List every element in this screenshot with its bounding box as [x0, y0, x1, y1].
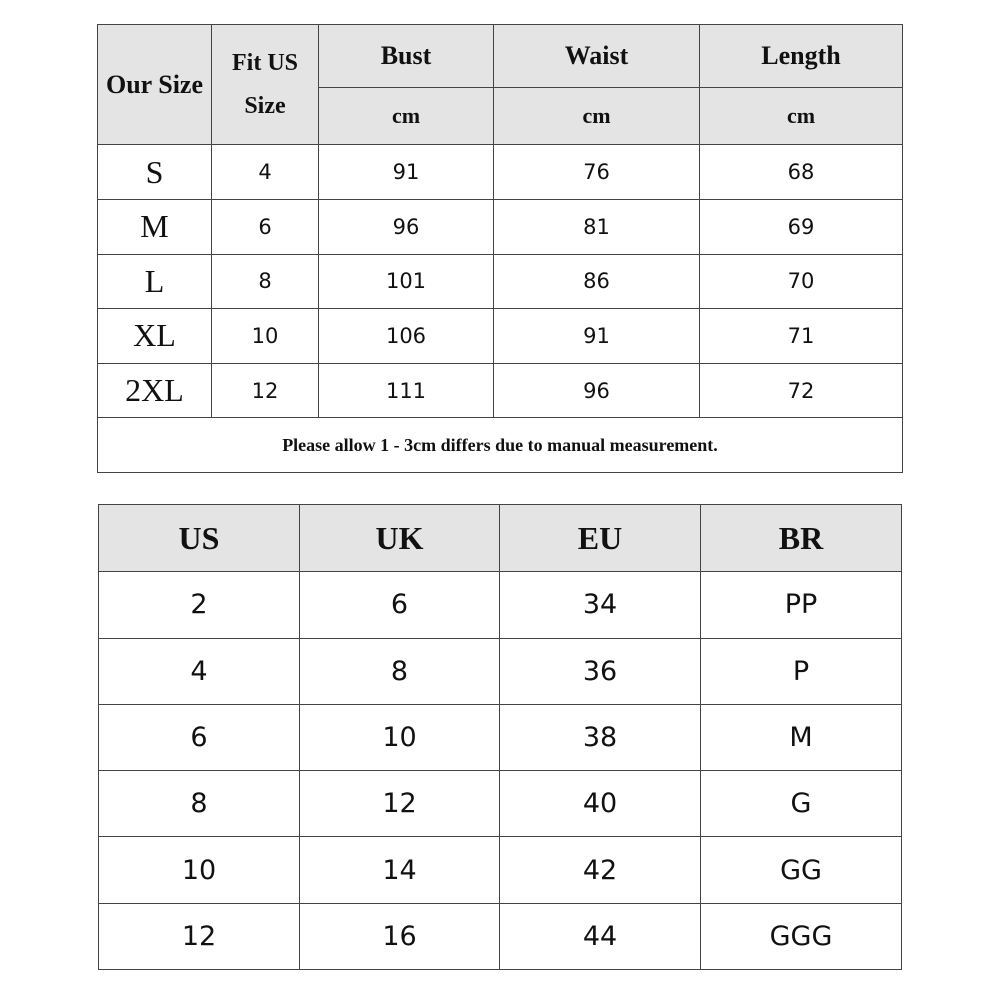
waist-value: 91	[494, 309, 700, 364]
conversion-header-row	[99, 505, 902, 572]
bust-value: 101	[319, 254, 494, 309]
length-value: 69	[700, 199, 903, 254]
waist-value: 96	[494, 363, 700, 418]
header-uk: UK	[300, 505, 500, 572]
bust-value: 106	[319, 309, 494, 364]
table-row	[99, 572, 902, 638]
table-row	[98, 199, 903, 254]
bust-value: 111	[319, 363, 494, 418]
eu-value: 44	[500, 903, 701, 969]
br-value: G	[701, 771, 902, 837]
table-row	[99, 704, 902, 770]
measurement-note: Please allow 1 - 3cm differs due to manual measurement.	[98, 418, 903, 473]
table-row	[98, 363, 903, 418]
fit-us-value: 4	[212, 145, 319, 200]
us-value: 6	[99, 704, 300, 770]
size-label: L	[98, 254, 212, 309]
us-value: 10	[99, 837, 300, 903]
fit-us-value: 8	[212, 254, 319, 309]
waist-value: 86	[494, 254, 700, 309]
size-label: M	[98, 199, 212, 254]
fit-us-value: 10	[212, 309, 319, 364]
header-waist: Waist	[494, 25, 700, 88]
table-row	[99, 771, 902, 837]
size-label: S	[98, 145, 212, 200]
unit-waist: cm	[494, 87, 700, 145]
header-us: US	[99, 505, 300, 572]
uk-value: 16	[300, 903, 500, 969]
eu-value: 34	[500, 572, 701, 638]
br-value: GGG	[701, 903, 902, 969]
header-fit-us-size: Fit US Size	[212, 25, 319, 145]
header-br: BR	[701, 505, 902, 572]
header-our-size: Our Size	[98, 25, 212, 145]
header-length: Length	[700, 25, 903, 88]
fit-us-value: 12	[212, 363, 319, 418]
br-value: GG	[701, 837, 902, 903]
size-measurement-table	[97, 24, 903, 473]
br-value: M	[701, 704, 902, 770]
size-label: 2XL	[98, 363, 212, 418]
uk-value: 10	[300, 704, 500, 770]
header-bust: Bust	[319, 25, 494, 88]
bust-value: 96	[319, 199, 494, 254]
length-value: 68	[700, 145, 903, 200]
uk-value: 6	[300, 572, 500, 638]
note-row	[98, 418, 903, 473]
us-value: 2	[99, 572, 300, 638]
size-label: XL	[98, 309, 212, 364]
br-value: P	[701, 638, 902, 704]
eu-value: 36	[500, 638, 701, 704]
uk-value: 12	[300, 771, 500, 837]
bust-value: 91	[319, 145, 494, 200]
length-value: 72	[700, 363, 903, 418]
unit-bust: cm	[319, 87, 494, 145]
size-table-header-row	[98, 25, 903, 88]
table-row	[98, 145, 903, 200]
fit-us-value: 6	[212, 199, 319, 254]
length-value: 70	[700, 254, 903, 309]
length-value: 71	[700, 309, 903, 364]
table-row	[99, 903, 902, 969]
table-row	[99, 638, 902, 704]
uk-value: 14	[300, 837, 500, 903]
table-row	[98, 254, 903, 309]
eu-value: 42	[500, 837, 701, 903]
br-value: PP	[701, 572, 902, 638]
uk-value: 8	[300, 638, 500, 704]
us-value: 4	[99, 638, 300, 704]
waist-value: 76	[494, 145, 700, 200]
eu-value: 40	[500, 771, 701, 837]
us-value: 8	[99, 771, 300, 837]
eu-value: 38	[500, 704, 701, 770]
us-value: 12	[99, 903, 300, 969]
header-eu: EU	[500, 505, 701, 572]
table-row	[99, 837, 902, 903]
unit-length: cm	[700, 87, 903, 145]
size-conversion-table	[98, 504, 902, 970]
waist-value: 81	[494, 199, 700, 254]
table-row	[98, 309, 903, 364]
